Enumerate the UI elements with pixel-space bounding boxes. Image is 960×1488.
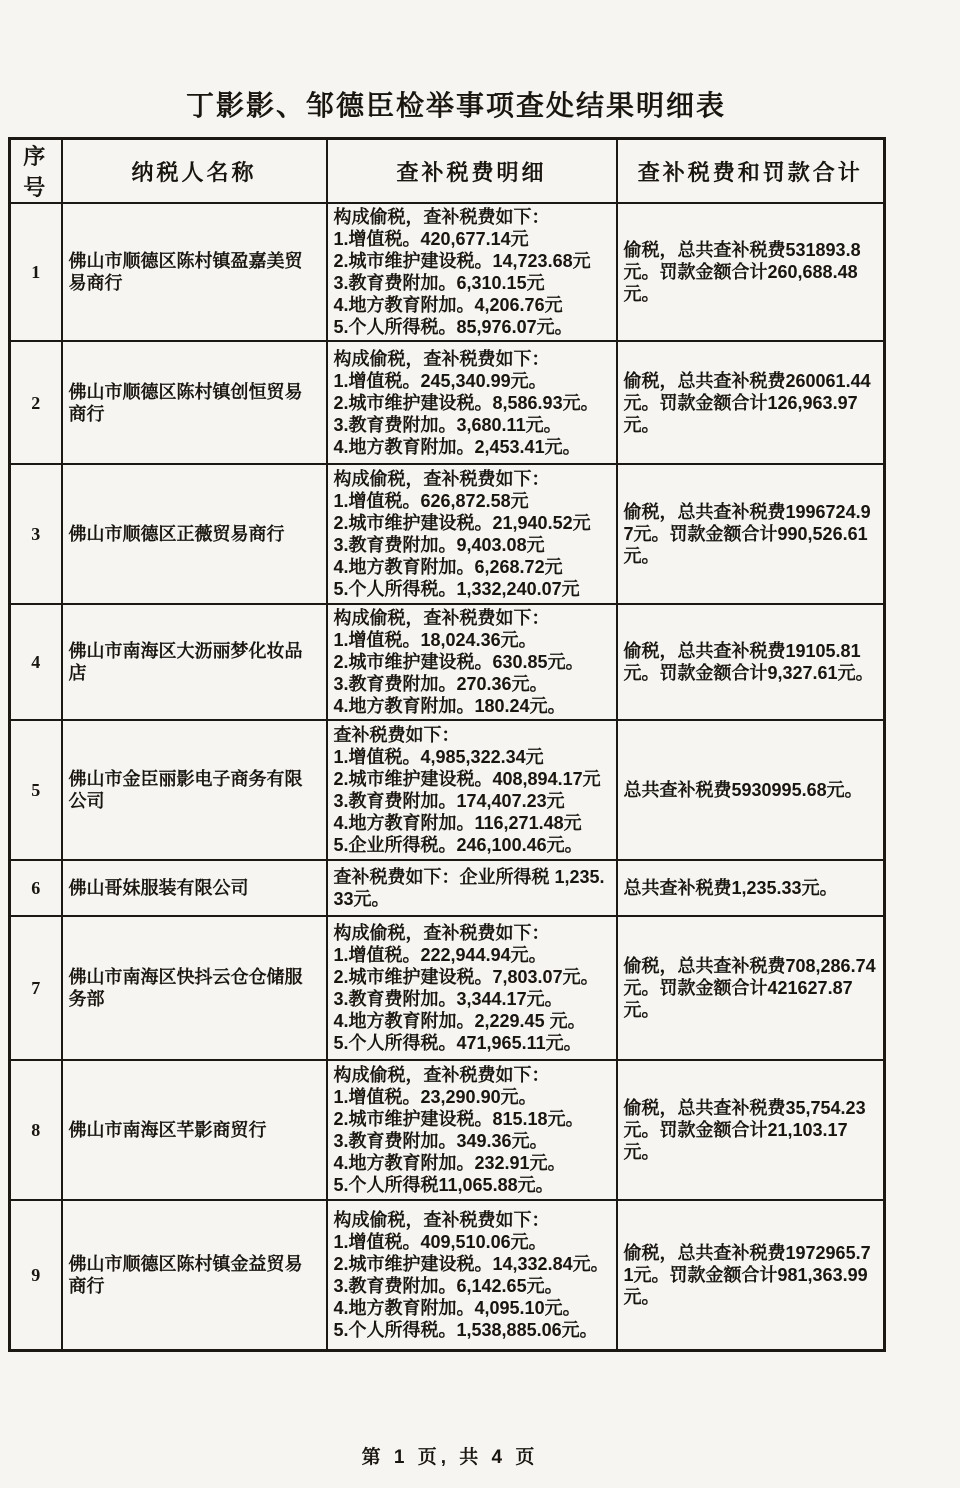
header-taxpayer-name: 纳税人名称 xyxy=(62,139,327,204)
detail-line: 构成偷税，查补税费如下： xyxy=(333,1065,550,1085)
detail-line: 4.地方教育附加。232.91元。 xyxy=(333,1153,566,1173)
tax-detail xyxy=(327,720,617,860)
detail-line: 3.教育费附加。3,680.11元。 xyxy=(333,414,562,435)
detail-line: 2.城市维护建设税。815.18元。 xyxy=(333,1109,584,1129)
row-number: 4 xyxy=(10,604,62,720)
table-body xyxy=(10,203,885,1350)
detail-line: 5.个人所得税。471,965.11元。 xyxy=(333,1033,582,1053)
detail-line: 3.教育费附加。174,407.23元 xyxy=(333,791,565,811)
table-row xyxy=(10,916,885,1060)
row-number: 5 xyxy=(10,720,62,860)
page-footer: 第 1 页, 共 4 页 xyxy=(361,1447,539,1468)
page-title: 丁影影、邹德臣检举事项查处结果明细表 xyxy=(185,90,726,121)
detail-line: 构成偷税，查补税费如下： xyxy=(333,348,550,369)
detail-line: 5.个人所得税11,065.88元。 xyxy=(333,1175,554,1195)
table-row xyxy=(10,203,885,341)
detail-line: 4.地方教育附加。180.24元。 xyxy=(333,696,566,716)
table-row xyxy=(10,464,885,604)
detail-line: 构成偷税，查补税费如下： xyxy=(333,469,550,489)
taxpayer-name: 佛山市顺德区陈村镇金益贸易商行 xyxy=(62,1200,327,1350)
tax-detail xyxy=(327,1200,617,1350)
detail-line: 查补税费如下： xyxy=(333,725,460,745)
detail-line: 构成偷税，查补税费如下： xyxy=(333,207,550,227)
detail-line: 1.增值税。245,340.99元。 xyxy=(333,370,547,391)
table-row xyxy=(10,860,885,916)
detail-line: 2.城市维护建设税。14,332.84元。 xyxy=(333,1253,609,1274)
detail-line: 3.教育费附加。6,142.65元。 xyxy=(333,1275,563,1296)
taxpayer-name: 佛山市南海区快抖云仓仓储服务部 xyxy=(62,916,327,1060)
taxpayer-name: 佛山市顺德区正薇贸易商行 xyxy=(62,464,327,604)
detail-line: 构成偷税，查补税费如下： xyxy=(333,608,550,628)
detail-line: 2.城市维护建设税。408,894.17元 xyxy=(333,769,601,789)
detail-line: 3.教育费附加。6,310.15元 xyxy=(333,273,545,293)
detail-line: 1.增值税。626,872.58元 xyxy=(333,491,529,511)
tax-detail xyxy=(327,464,617,604)
taxpayer-name: 佛山市顺德区陈村镇创恒贸易商行 xyxy=(62,341,327,464)
detail-line: 3.教育费附加。270.36元。 xyxy=(333,674,548,694)
tax-total: 偷税，总共查补税费1996724.97元。罚款金额合计990,526.61元。 xyxy=(617,464,885,604)
detail-line: 2.城市维护建设税。14,723.68元 xyxy=(333,251,591,271)
taxpayer-name: 佛山哥妹服装有限公司 xyxy=(62,860,327,916)
header-tax-and-fine-total: 查补税费和罚款合计 xyxy=(617,139,885,204)
detail-line: 1.增值税。18,024.36元。 xyxy=(333,630,537,650)
row-number: 3 xyxy=(10,464,62,604)
detail-line: 5.个人所得税。1,538,885.06元。 xyxy=(333,1319,598,1340)
detail-line: 2.城市维护建设税。630.85元。 xyxy=(333,652,584,672)
taxpayer-name: 佛山市南海区芊影商贸行 xyxy=(62,1060,327,1200)
header-tax-detail: 查补税费明细 xyxy=(327,139,617,204)
row-number: 6 xyxy=(10,860,62,916)
detail-line: 1.增值税。222,944.94元。 xyxy=(333,945,547,965)
detail-line: 2.城市维护建设税。7,803.07元。 xyxy=(333,967,599,987)
detail-line: 1.增值税。23,290.90元。 xyxy=(333,1087,537,1107)
taxpayer-name: 佛山市金臣丽影电子商务有限公司 xyxy=(62,720,327,860)
detail-line: 4.地方教育附加。116,271.48元 xyxy=(333,813,582,833)
detail-line: 1.增值税。4,985,322.34元 xyxy=(333,747,544,767)
detail-line: 4.地方教育附加。2,453.41元。 xyxy=(333,436,581,457)
detail-line: 5.企业所得税。246,100.46元。 xyxy=(333,835,583,855)
table-row xyxy=(10,720,885,860)
header-row xyxy=(10,139,885,204)
tax-total: 偷税，总共查补税费708,286.74元。罚款金额合计421627.87元。 xyxy=(617,916,885,1060)
detail-line: 4.地方教育附加。4,206.76元 xyxy=(333,295,563,315)
tax-total: 总共查补税费1,235.33元。 xyxy=(617,860,885,916)
tax-total: 总共查补税费5930995.68元。 xyxy=(617,720,885,860)
tax-detail xyxy=(327,341,617,464)
detail-line: 2.城市维护建设税。21,940.52元 xyxy=(333,513,591,533)
tax-total: 偷税，总共查补税费19105.81元。罚款金额合计9,327.61元。 xyxy=(617,604,885,720)
tax-detail xyxy=(327,203,617,341)
table-row xyxy=(10,341,885,464)
row-number: 8 xyxy=(10,1060,62,1200)
detail-line: 1.增值税。420,677.14元 xyxy=(333,229,529,249)
detail-line: 5.个人所得税。85,976.07元。 xyxy=(333,317,573,337)
detail-line: 1.增值税。409,510.06元。 xyxy=(333,1231,547,1252)
header-serial-number: 序号 xyxy=(10,139,62,204)
table-row xyxy=(10,1200,885,1350)
results-table xyxy=(8,137,886,1352)
detail-line: 4.地方教育附加。6,268.72元 xyxy=(333,557,563,577)
detail-line: 构成偷税，查补税费如下： xyxy=(333,923,550,943)
tax-total: 偷税，总共查补税费35,754.23元。罚款金额合计21,103.17元。 xyxy=(617,1060,885,1200)
detail-line: 3.教育费附加。9,403.08元 xyxy=(333,535,545,555)
detail-line: 3.教育费附加。3,344.17元。 xyxy=(333,989,563,1009)
detail-line: 3.教育费附加。349.36元。 xyxy=(333,1131,548,1151)
row-number: 7 xyxy=(10,916,62,1060)
row-number: 1 xyxy=(10,203,62,341)
row-number: 9 xyxy=(10,1200,62,1350)
table-row xyxy=(10,604,885,720)
table-header xyxy=(10,139,885,204)
tax-detail xyxy=(327,1060,617,1200)
tax-detail xyxy=(327,604,617,720)
tax-detail xyxy=(327,916,617,1060)
table-row xyxy=(10,1060,885,1200)
tax-detail xyxy=(327,860,617,916)
taxpayer-name: 佛山市顺德区陈村镇盈嘉美贸易商行 xyxy=(62,203,327,341)
taxpayer-name: 佛山市南海区大沥丽梦化妆品店 xyxy=(62,604,327,720)
detail-line: 查补税费如下：企业所得税 1,235.33元。 xyxy=(333,867,605,909)
tax-total: 偷税，总共查补税费260061.44元。罚款金额合计126,963.97元。 xyxy=(617,341,885,464)
tax-total: 偷税，总共查补税费1972965.71元。罚款金额合计981,363.99元。 xyxy=(617,1200,885,1350)
row-number: 2 xyxy=(10,341,62,464)
detail-line: 2.城市维护建设税。8,586.93元。 xyxy=(333,392,599,413)
detail-line: 构成偷税，查补税费如下： xyxy=(333,1209,550,1230)
detail-line: 5.个人所得税。1,332,240.07元 xyxy=(333,579,580,599)
tax-total: 偷税，总共查补税费531893.8元。罚款金额合计260,688.48元。 xyxy=(617,203,885,341)
detail-line: 4.地方教育附加。4,095.10元。 xyxy=(333,1297,581,1318)
detail-line: 4.地方教育附加。2,229.45 元。 xyxy=(333,1011,586,1031)
